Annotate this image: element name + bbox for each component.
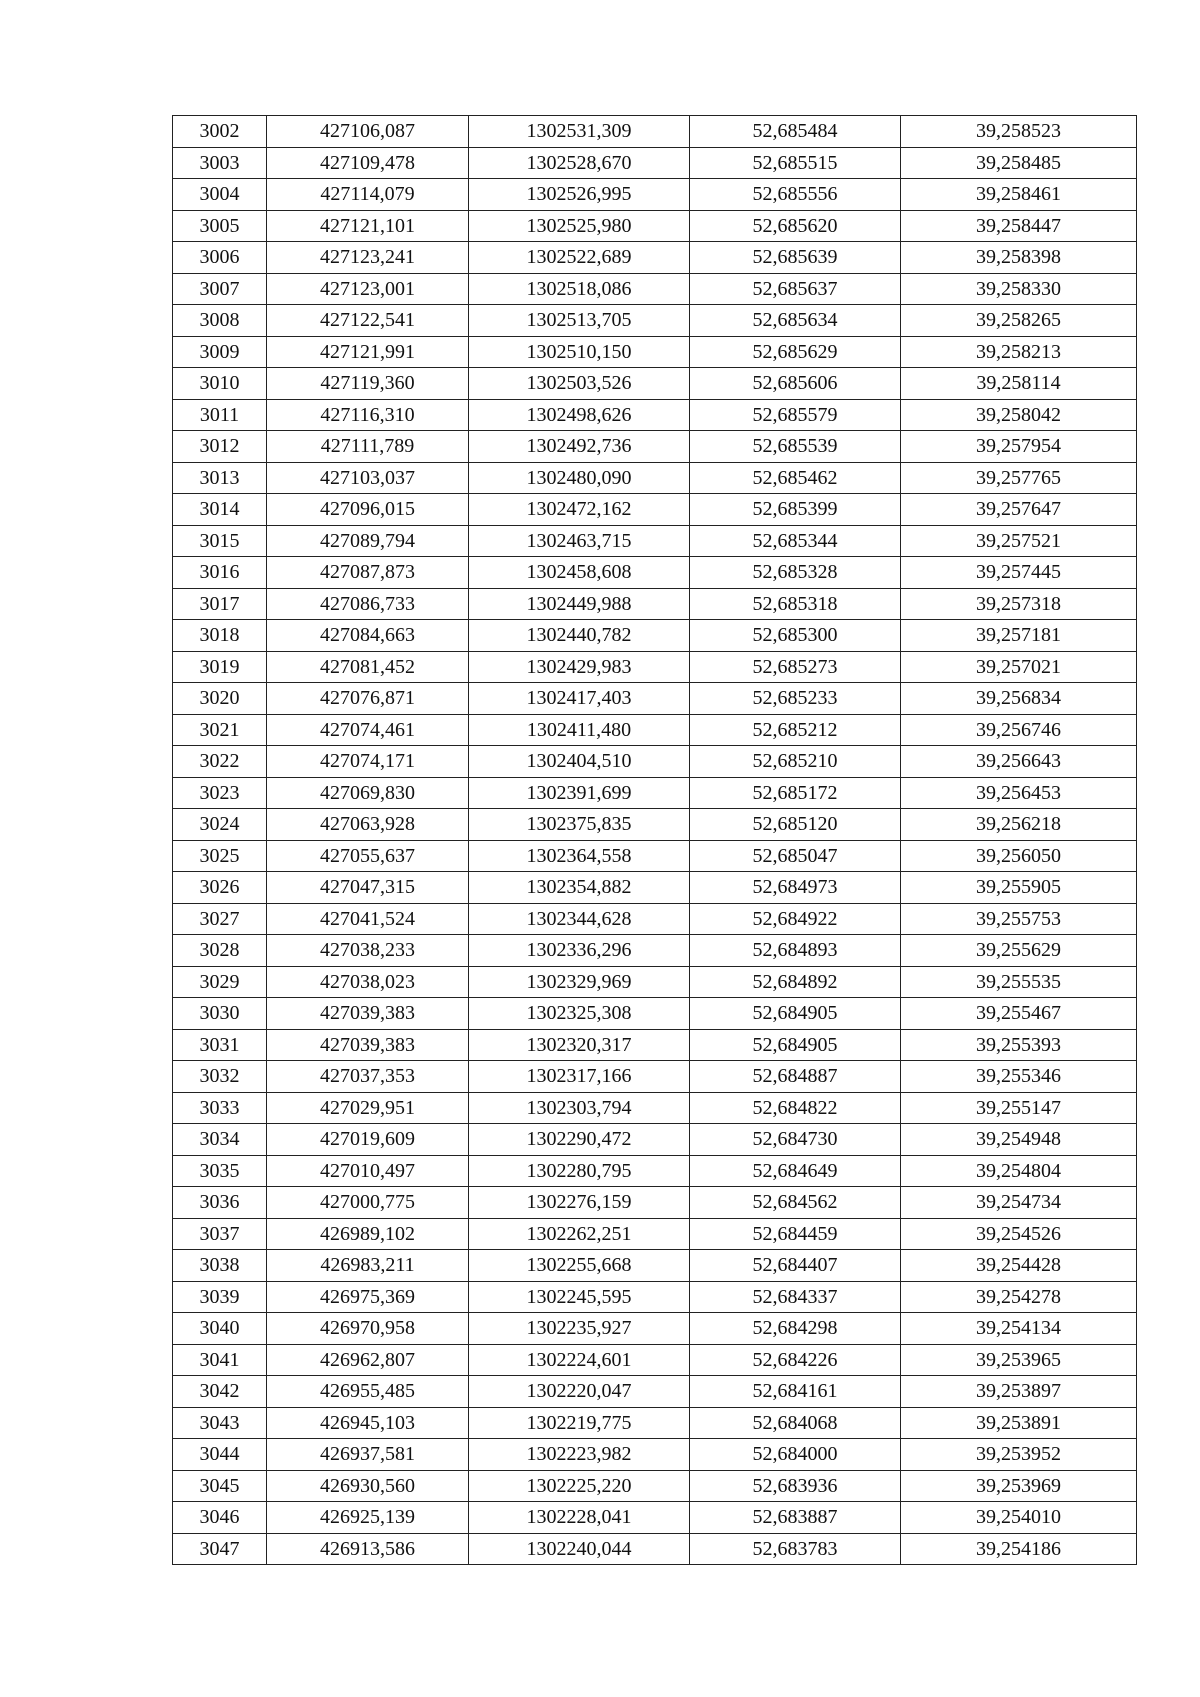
x-coordinate-cell: 427039,383 <box>267 998 469 1030</box>
longitude-cell: 39,254948 <box>901 1124 1137 1156</box>
y-coordinate-cell: 1302480,090 <box>469 462 690 494</box>
table-row <box>173 116 1137 148</box>
latitude-cell: 52,685172 <box>690 777 901 809</box>
table-row <box>173 935 1137 967</box>
latitude-cell: 52,684068 <box>690 1407 901 1439</box>
y-coordinate-cell: 1302513,705 <box>469 305 690 337</box>
latitude-cell: 52,685484 <box>690 116 901 148</box>
longitude-cell: 39,255467 <box>901 998 1137 1030</box>
longitude-cell: 39,255147 <box>901 1092 1137 1124</box>
longitude-cell: 39,255393 <box>901 1029 1137 1061</box>
longitude-cell: 39,257445 <box>901 557 1137 589</box>
y-coordinate-cell: 1302525,980 <box>469 210 690 242</box>
table-row <box>173 620 1137 652</box>
x-coordinate-cell: 427114,079 <box>267 179 469 211</box>
y-coordinate-cell: 1302526,995 <box>469 179 690 211</box>
latitude-cell: 52,685629 <box>690 336 901 368</box>
latitude-cell: 52,685637 <box>690 273 901 305</box>
point-number-cell: 3042 <box>173 1376 267 1408</box>
latitude-cell: 52,685639 <box>690 242 901 274</box>
latitude-cell: 52,685047 <box>690 840 901 872</box>
latitude-cell: 52,684887 <box>690 1061 901 1093</box>
point-number-cell: 3023 <box>173 777 267 809</box>
y-coordinate-cell: 1302240,044 <box>469 1533 690 1565</box>
table-row <box>173 651 1137 683</box>
table-row <box>173 809 1137 841</box>
table-row <box>173 1502 1137 1534</box>
y-coordinate-cell: 1302440,782 <box>469 620 690 652</box>
longitude-cell: 39,256834 <box>901 683 1137 715</box>
longitude-cell: 39,256453 <box>901 777 1137 809</box>
y-coordinate-cell: 1302503,526 <box>469 368 690 400</box>
point-number-cell: 3033 <box>173 1092 267 1124</box>
point-number-cell: 3043 <box>173 1407 267 1439</box>
table-row <box>173 1250 1137 1282</box>
latitude-cell: 52,685579 <box>690 399 901 431</box>
point-number-cell: 3022 <box>173 746 267 778</box>
latitude-cell: 52,684822 <box>690 1092 901 1124</box>
longitude-cell: 39,257021 <box>901 651 1137 683</box>
table-row <box>173 336 1137 368</box>
point-number-cell: 3036 <box>173 1187 267 1219</box>
longitude-cell: 39,258213 <box>901 336 1137 368</box>
y-coordinate-cell: 1302303,794 <box>469 1092 690 1124</box>
x-coordinate-cell: 427000,775 <box>267 1187 469 1219</box>
table-row <box>173 1187 1137 1219</box>
latitude-cell: 52,684000 <box>690 1439 901 1471</box>
y-coordinate-cell: 1302528,670 <box>469 147 690 179</box>
x-coordinate-cell: 427123,241 <box>267 242 469 274</box>
longitude-cell: 39,257318 <box>901 588 1137 620</box>
y-coordinate-cell: 1302429,983 <box>469 651 690 683</box>
table-row <box>173 746 1137 778</box>
table-row <box>173 840 1137 872</box>
point-number-cell: 3041 <box>173 1344 267 1376</box>
table-row <box>173 998 1137 1030</box>
longitude-cell: 39,258042 <box>901 399 1137 431</box>
y-coordinate-cell: 1302449,988 <box>469 588 690 620</box>
table-row <box>173 399 1137 431</box>
point-number-cell: 3005 <box>173 210 267 242</box>
table-row <box>173 1439 1137 1471</box>
point-number-cell: 3037 <box>173 1218 267 1250</box>
y-coordinate-cell: 1302531,309 <box>469 116 690 148</box>
longitude-cell: 39,253897 <box>901 1376 1137 1408</box>
latitude-cell: 52,683887 <box>690 1502 901 1534</box>
latitude-cell: 52,685300 <box>690 620 901 652</box>
table-row <box>173 683 1137 715</box>
point-number-cell: 3047 <box>173 1533 267 1565</box>
table-row <box>173 1155 1137 1187</box>
x-coordinate-cell: 427111,789 <box>267 431 469 463</box>
table-row <box>173 431 1137 463</box>
x-coordinate-cell: 426925,139 <box>267 1502 469 1534</box>
table-row <box>173 777 1137 809</box>
x-coordinate-cell: 427069,830 <box>267 777 469 809</box>
table-row <box>173 872 1137 904</box>
latitude-cell: 52,685462 <box>690 462 901 494</box>
latitude-cell: 52,684973 <box>690 872 901 904</box>
latitude-cell: 52,684649 <box>690 1155 901 1187</box>
longitude-cell: 39,258485 <box>901 147 1137 179</box>
y-coordinate-cell: 1302364,558 <box>469 840 690 872</box>
y-coordinate-cell: 1302498,626 <box>469 399 690 431</box>
point-number-cell: 3010 <box>173 368 267 400</box>
longitude-cell: 39,255346 <box>901 1061 1137 1093</box>
point-number-cell: 3029 <box>173 966 267 998</box>
latitude-cell: 52,684161 <box>690 1376 901 1408</box>
latitude-cell: 52,685233 <box>690 683 901 715</box>
latitude-cell: 52,685273 <box>690 651 901 683</box>
y-coordinate-cell: 1302255,668 <box>469 1250 690 1282</box>
x-coordinate-cell: 427122,541 <box>267 305 469 337</box>
longitude-cell: 39,257765 <box>901 462 1137 494</box>
x-coordinate-cell: 426989,102 <box>267 1218 469 1250</box>
point-number-cell: 3002 <box>173 116 267 148</box>
longitude-cell: 39,258265 <box>901 305 1137 337</box>
table-row <box>173 1092 1137 1124</box>
y-coordinate-cell: 1302522,689 <box>469 242 690 274</box>
longitude-cell: 39,254526 <box>901 1218 1137 1250</box>
point-number-cell: 3017 <box>173 588 267 620</box>
table-row <box>173 1376 1137 1408</box>
x-coordinate-cell: 426955,485 <box>267 1376 469 1408</box>
longitude-cell: 39,258447 <box>901 210 1137 242</box>
x-coordinate-cell: 427038,023 <box>267 966 469 998</box>
x-coordinate-cell: 426913,586 <box>267 1533 469 1565</box>
x-coordinate-cell: 426983,211 <box>267 1250 469 1282</box>
longitude-cell: 39,254134 <box>901 1313 1137 1345</box>
latitude-cell: 52,685399 <box>690 494 901 526</box>
x-coordinate-cell: 426930,560 <box>267 1470 469 1502</box>
longitude-cell: 39,255535 <box>901 966 1137 998</box>
longitude-cell: 39,253952 <box>901 1439 1137 1471</box>
y-coordinate-cell: 1302518,086 <box>469 273 690 305</box>
x-coordinate-cell: 427109,478 <box>267 147 469 179</box>
point-number-cell: 3019 <box>173 651 267 683</box>
y-coordinate-cell: 1302225,220 <box>469 1470 690 1502</box>
latitude-cell: 52,685344 <box>690 525 901 557</box>
table-row <box>173 525 1137 557</box>
x-coordinate-cell: 427076,871 <box>267 683 469 715</box>
table-row <box>173 368 1137 400</box>
table-row <box>173 1029 1137 1061</box>
table-row <box>173 1218 1137 1250</box>
point-number-cell: 3031 <box>173 1029 267 1061</box>
table-row <box>173 1124 1137 1156</box>
latitude-cell: 52,685556 <box>690 179 901 211</box>
point-number-cell: 3027 <box>173 903 267 935</box>
latitude-cell: 52,685539 <box>690 431 901 463</box>
point-number-cell: 3018 <box>173 620 267 652</box>
point-number-cell: 3045 <box>173 1470 267 1502</box>
longitude-cell: 39,253965 <box>901 1344 1137 1376</box>
table-row <box>173 1470 1137 1502</box>
y-coordinate-cell: 1302463,715 <box>469 525 690 557</box>
point-number-cell: 3014 <box>173 494 267 526</box>
longitude-cell: 39,258398 <box>901 242 1137 274</box>
x-coordinate-cell: 427089,794 <box>267 525 469 557</box>
table-row <box>173 1344 1137 1376</box>
x-coordinate-cell: 427039,383 <box>267 1029 469 1061</box>
y-coordinate-cell: 1302375,835 <box>469 809 690 841</box>
y-coordinate-cell: 1302280,795 <box>469 1155 690 1187</box>
x-coordinate-cell: 426975,369 <box>267 1281 469 1313</box>
latitude-cell: 52,685328 <box>690 557 901 589</box>
table-row <box>173 273 1137 305</box>
y-coordinate-cell: 1302235,927 <box>469 1313 690 1345</box>
longitude-cell: 39,257181 <box>901 620 1137 652</box>
y-coordinate-cell: 1302344,628 <box>469 903 690 935</box>
x-coordinate-cell: 427029,951 <box>267 1092 469 1124</box>
table-row <box>173 588 1137 620</box>
latitude-cell: 52,685515 <box>690 147 901 179</box>
x-coordinate-cell: 427041,524 <box>267 903 469 935</box>
table-row <box>173 210 1137 242</box>
x-coordinate-cell: 427037,353 <box>267 1061 469 1093</box>
latitude-cell: 52,685120 <box>690 809 901 841</box>
point-number-cell: 3034 <box>173 1124 267 1156</box>
x-coordinate-cell: 427121,991 <box>267 336 469 368</box>
longitude-cell: 39,254278 <box>901 1281 1137 1313</box>
x-coordinate-cell: 427096,015 <box>267 494 469 526</box>
latitude-cell: 52,684337 <box>690 1281 901 1313</box>
point-number-cell: 3030 <box>173 998 267 1030</box>
y-coordinate-cell: 1302417,403 <box>469 683 690 715</box>
x-coordinate-cell: 426945,103 <box>267 1407 469 1439</box>
point-number-cell: 3008 <box>173 305 267 337</box>
latitude-cell: 52,684905 <box>690 998 901 1030</box>
latitude-cell: 52,683936 <box>690 1470 901 1502</box>
latitude-cell: 52,685620 <box>690 210 901 242</box>
y-coordinate-cell: 1302223,982 <box>469 1439 690 1471</box>
latitude-cell: 52,684922 <box>690 903 901 935</box>
longitude-cell: 39,257647 <box>901 494 1137 526</box>
longitude-cell: 39,254010 <box>901 1502 1137 1534</box>
x-coordinate-cell: 426962,807 <box>267 1344 469 1376</box>
x-coordinate-cell: 427119,360 <box>267 368 469 400</box>
longitude-cell: 39,254186 <box>901 1533 1137 1565</box>
point-number-cell: 3040 <box>173 1313 267 1345</box>
y-coordinate-cell: 1302245,595 <box>469 1281 690 1313</box>
table-row <box>173 462 1137 494</box>
latitude-cell: 52,683783 <box>690 1533 901 1565</box>
longitude-cell: 39,253969 <box>901 1470 1137 1502</box>
latitude-cell: 52,684893 <box>690 935 901 967</box>
table-row <box>173 1313 1137 1345</box>
latitude-cell: 52,685212 <box>690 714 901 746</box>
y-coordinate-cell: 1302458,608 <box>469 557 690 589</box>
coordinates-table <box>172 115 1137 1565</box>
x-coordinate-cell: 427010,497 <box>267 1155 469 1187</box>
y-coordinate-cell: 1302336,296 <box>469 935 690 967</box>
x-coordinate-cell: 427116,310 <box>267 399 469 431</box>
y-coordinate-cell: 1302492,736 <box>469 431 690 463</box>
y-coordinate-cell: 1302411,480 <box>469 714 690 746</box>
latitude-cell: 52,685606 <box>690 368 901 400</box>
x-coordinate-cell: 427074,461 <box>267 714 469 746</box>
point-number-cell: 3006 <box>173 242 267 274</box>
table-row <box>173 1061 1137 1093</box>
table-row <box>173 557 1137 589</box>
longitude-cell: 39,256218 <box>901 809 1137 841</box>
point-number-cell: 3015 <box>173 525 267 557</box>
y-coordinate-cell: 1302404,510 <box>469 746 690 778</box>
latitude-cell: 52,684226 <box>690 1344 901 1376</box>
point-number-cell: 3024 <box>173 809 267 841</box>
longitude-cell: 39,258330 <box>901 273 1137 305</box>
point-number-cell: 3035 <box>173 1155 267 1187</box>
longitude-cell: 39,255753 <box>901 903 1137 935</box>
latitude-cell: 52,685634 <box>690 305 901 337</box>
longitude-cell: 39,257521 <box>901 525 1137 557</box>
table-row <box>173 305 1137 337</box>
x-coordinate-cell: 427055,637 <box>267 840 469 872</box>
longitude-cell: 39,257954 <box>901 431 1137 463</box>
longitude-cell: 39,256643 <box>901 746 1137 778</box>
longitude-cell: 39,254734 <box>901 1187 1137 1219</box>
table-row <box>173 903 1137 935</box>
latitude-cell: 52,685318 <box>690 588 901 620</box>
y-coordinate-cell: 1302354,882 <box>469 872 690 904</box>
y-coordinate-cell: 1302320,317 <box>469 1029 690 1061</box>
longitude-cell: 39,258461 <box>901 179 1137 211</box>
x-coordinate-cell: 427086,733 <box>267 588 469 620</box>
y-coordinate-cell: 1302391,699 <box>469 777 690 809</box>
y-coordinate-cell: 1302510,150 <box>469 336 690 368</box>
y-coordinate-cell: 1302317,166 <box>469 1061 690 1093</box>
y-coordinate-cell: 1302472,162 <box>469 494 690 526</box>
point-number-cell: 3007 <box>173 273 267 305</box>
longitude-cell: 39,254428 <box>901 1250 1137 1282</box>
table-row <box>173 494 1137 526</box>
y-coordinate-cell: 1302325,308 <box>469 998 690 1030</box>
point-number-cell: 3032 <box>173 1061 267 1093</box>
latitude-cell: 52,684298 <box>690 1313 901 1345</box>
point-number-cell: 3012 <box>173 431 267 463</box>
table-row <box>173 1407 1137 1439</box>
point-number-cell: 3021 <box>173 714 267 746</box>
latitude-cell: 52,684459 <box>690 1218 901 1250</box>
x-coordinate-cell: 427047,315 <box>267 872 469 904</box>
longitude-cell: 39,258523 <box>901 116 1137 148</box>
latitude-cell: 52,684562 <box>690 1187 901 1219</box>
longitude-cell: 39,253891 <box>901 1407 1137 1439</box>
x-coordinate-cell: 426970,958 <box>267 1313 469 1345</box>
latitude-cell: 52,684905 <box>690 1029 901 1061</box>
x-coordinate-cell: 427074,171 <box>267 746 469 778</box>
point-number-cell: 3025 <box>173 840 267 872</box>
x-coordinate-cell: 426937,581 <box>267 1439 469 1471</box>
point-number-cell: 3046 <box>173 1502 267 1534</box>
y-coordinate-cell: 1302224,601 <box>469 1344 690 1376</box>
latitude-cell: 52,685210 <box>690 746 901 778</box>
y-coordinate-cell: 1302276,159 <box>469 1187 690 1219</box>
latitude-cell: 52,684730 <box>690 1124 901 1156</box>
x-coordinate-cell: 427019,609 <box>267 1124 469 1156</box>
latitude-cell: 52,684892 <box>690 966 901 998</box>
point-number-cell: 3020 <box>173 683 267 715</box>
x-coordinate-cell: 427123,001 <box>267 273 469 305</box>
table-row <box>173 1533 1137 1565</box>
x-coordinate-cell: 427038,233 <box>267 935 469 967</box>
point-number-cell: 3016 <box>173 557 267 589</box>
point-number-cell: 3009 <box>173 336 267 368</box>
x-coordinate-cell: 427087,873 <box>267 557 469 589</box>
table-row <box>173 242 1137 274</box>
point-number-cell: 3026 <box>173 872 267 904</box>
table-row <box>173 1281 1137 1313</box>
x-coordinate-cell: 427121,101 <box>267 210 469 242</box>
y-coordinate-cell: 1302262,251 <box>469 1218 690 1250</box>
point-number-cell: 3044 <box>173 1439 267 1471</box>
x-coordinate-cell: 427084,663 <box>267 620 469 652</box>
point-number-cell: 3013 <box>173 462 267 494</box>
longitude-cell: 39,255629 <box>901 935 1137 967</box>
longitude-cell: 39,255905 <box>901 872 1137 904</box>
point-number-cell: 3038 <box>173 1250 267 1282</box>
table-row <box>173 179 1137 211</box>
point-number-cell: 3004 <box>173 179 267 211</box>
longitude-cell: 39,256050 <box>901 840 1137 872</box>
y-coordinate-cell: 1302228,041 <box>469 1502 690 1534</box>
table-row <box>173 147 1137 179</box>
x-coordinate-cell: 427081,452 <box>267 651 469 683</box>
point-number-cell: 3028 <box>173 935 267 967</box>
longitude-cell: 39,256746 <box>901 714 1137 746</box>
point-number-cell: 3011 <box>173 399 267 431</box>
longitude-cell: 39,254804 <box>901 1155 1137 1187</box>
point-number-cell: 3039 <box>173 1281 267 1313</box>
y-coordinate-cell: 1302329,969 <box>469 966 690 998</box>
x-coordinate-cell: 427103,037 <box>267 462 469 494</box>
longitude-cell: 39,258114 <box>901 368 1137 400</box>
point-number-cell: 3003 <box>173 147 267 179</box>
latitude-cell: 52,684407 <box>690 1250 901 1282</box>
y-coordinate-cell: 1302220,047 <box>469 1376 690 1408</box>
x-coordinate-cell: 427063,928 <box>267 809 469 841</box>
y-coordinate-cell: 1302219,775 <box>469 1407 690 1439</box>
coordinates-table-body <box>173 116 1137 1565</box>
table-row <box>173 966 1137 998</box>
y-coordinate-cell: 1302290,472 <box>469 1124 690 1156</box>
x-coordinate-cell: 427106,087 <box>267 116 469 148</box>
table-row <box>173 714 1137 746</box>
